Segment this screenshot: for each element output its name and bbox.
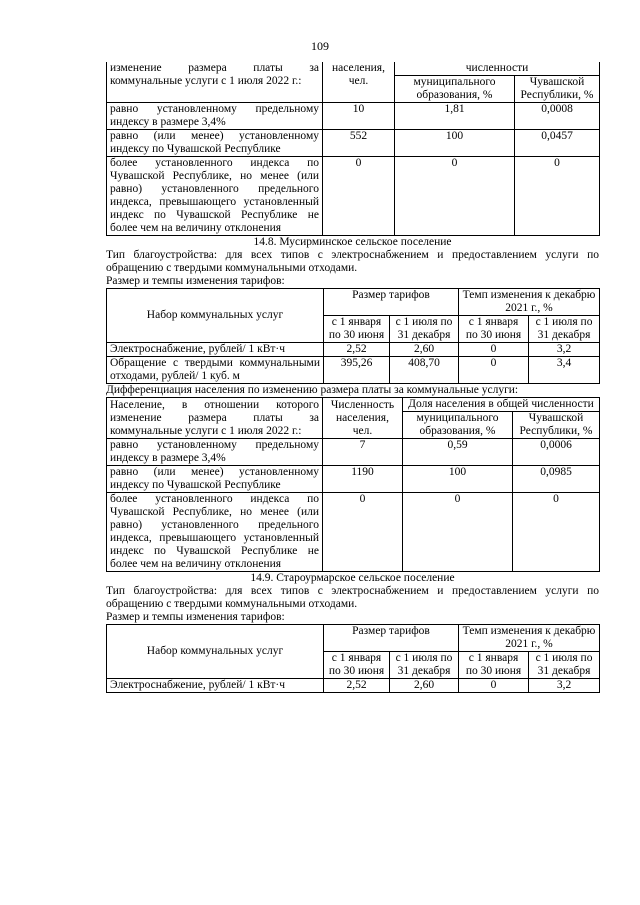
table-row xyxy=(107,439,600,466)
row-label: Электроснабжение, рублей/ 1 кВт·ч xyxy=(107,343,324,357)
row-label: равно установленному предельному индексу в размере 3,4% xyxy=(107,103,323,130)
table-row xyxy=(107,343,600,357)
row-label: равно (или менее) установленному индексу по Чувашской Республике xyxy=(107,466,323,493)
row-republic: 0 xyxy=(513,493,600,572)
tariff-subheader: с 1 января по 30 июня xyxy=(459,316,529,343)
table-header-municipal: муниципального образования, % xyxy=(403,412,513,439)
row-value: 408,70 xyxy=(390,357,459,384)
row-label: равно установленному предельному индексу в размере 3,4% xyxy=(107,439,323,466)
table-header-republic: Чувашской Республики, % xyxy=(515,76,600,103)
table-row xyxy=(107,103,600,130)
row-value: 0 xyxy=(459,343,529,357)
table-header-population: населения, чел. xyxy=(323,62,395,103)
tariffs-caption: Размер и темпы изменения тарифов: xyxy=(106,611,285,623)
improvement-type-text: Тип благоустройства: для всех типов с электроснабжением и предоставлением услуги по обращению с твердыми коммунальными отходами. xyxy=(106,249,599,274)
section-heading-14-9: 14.9. Староурмарское сельское поселение xyxy=(250,572,455,584)
row-municipal: 0 xyxy=(403,493,513,572)
table-row xyxy=(107,130,600,157)
row-republic: 0,0457 xyxy=(515,130,600,157)
row-value: 3,2 xyxy=(529,679,600,693)
table-row xyxy=(107,679,600,693)
row-republic: 0,0006 xyxy=(513,439,600,466)
row-republic: 0,0008 xyxy=(515,103,600,130)
row-municipal: 100 xyxy=(395,130,515,157)
table-header-share: Доля населения в общей численности xyxy=(403,398,600,412)
table-header-republic: Чувашской Республики, % xyxy=(513,412,600,439)
population-differentiation-table-14-8 xyxy=(106,397,600,572)
row-value: 0 xyxy=(459,679,529,693)
row-population: 1190 xyxy=(323,466,403,493)
row-value: 0 xyxy=(459,357,529,384)
tariff-subheader: с 1 июля по 31 декабря xyxy=(529,652,600,679)
row-population: 7 xyxy=(323,439,403,466)
row-value: 2,60 xyxy=(390,679,459,693)
table-header-population: Численность населения, чел. xyxy=(323,398,403,439)
page-number: 109 xyxy=(311,39,329,53)
table-header-first-col: изменение размера платы за коммунальные услуги с 1 июля 2022 г.: xyxy=(107,62,323,103)
tariffs-caption: Размер и темпы изменения тарифов: xyxy=(106,275,285,287)
section-heading-14-8: 14.8. Мусирминское сельское поселение xyxy=(253,236,452,248)
table-row xyxy=(107,493,600,572)
tariff-header-rate: Темп изменения к декабрю 2021 г., % xyxy=(459,625,600,652)
row-municipal: 0 xyxy=(395,157,515,236)
tariff-subheader: с 1 января по 30 июня xyxy=(324,652,390,679)
row-label: Электроснабжение, рублей/ 1 кВт·ч xyxy=(107,679,324,693)
row-value: 3,2 xyxy=(529,343,600,357)
tariff-subheader: с 1 января по 30 июня xyxy=(324,316,390,343)
row-value: 2,52 xyxy=(324,679,390,693)
row-population: 552 xyxy=(323,130,395,157)
row-republic: 0 xyxy=(515,157,600,236)
row-label: более установленного индекса по Чувашской Республике, но менее (или равно) установленного предельного индекса, превышающего установленный индекс по Чувашской Республике не более чем на величину отклонения xyxy=(107,493,323,572)
table-header-municipal: муниципального образования, % xyxy=(395,76,515,103)
differentiation-caption: Дифференциация населения по изменению размера платы за коммунальные услуги: xyxy=(106,384,519,396)
row-municipal: 100 xyxy=(403,466,513,493)
row-value: 395,26 xyxy=(324,357,390,384)
row-municipal: 1,81 xyxy=(395,103,515,130)
tariffs-table-14-9 xyxy=(106,624,600,693)
row-republic: 0,0985 xyxy=(513,466,600,493)
table-row xyxy=(107,357,600,384)
table-row xyxy=(107,466,600,493)
population-differentiation-table-continued xyxy=(106,62,600,236)
tariff-subheader: с 1 января по 30 июня xyxy=(459,652,529,679)
table-header-first-col: Население, в отношении которого изменение размера платы за коммунальные услуги с 1 июля 2022 г.: xyxy=(107,398,323,439)
tariff-header-services: Набор коммунальных услуг xyxy=(107,289,324,343)
row-population: 0 xyxy=(323,157,395,236)
improvement-type-text: Тип благоустройства: для всех типов с электроснабжением и предоставлением услуги по обращению с твердыми коммунальными отходами. xyxy=(106,585,599,610)
row-label: Обращение с твердыми коммунальными отходами, рублей/ 1 куб. м xyxy=(107,357,324,384)
table-row xyxy=(107,157,600,236)
tariff-header-rate: Темп изменения к декабрю 2021 г., % xyxy=(459,289,600,316)
document-body xyxy=(106,62,599,693)
tariff-header-size: Размер тарифов xyxy=(324,625,459,652)
tariff-header-services: Набор коммунальных услуг xyxy=(107,625,324,679)
tariff-subheader: с 1 июля по 31 декабря xyxy=(529,316,600,343)
table-header-share: численности xyxy=(395,62,600,76)
row-value: 3,4 xyxy=(529,357,600,384)
row-value: 2,60 xyxy=(390,343,459,357)
tariff-subheader: с 1 июля по 31 декабря xyxy=(390,316,459,343)
row-value: 2,52 xyxy=(324,343,390,357)
tariff-header-size: Размер тарифов xyxy=(324,289,459,316)
row-population: 0 xyxy=(323,493,403,572)
row-population: 10 xyxy=(323,103,395,130)
row-municipal: 0,59 xyxy=(403,439,513,466)
row-label: равно (или менее) установленному индексу по Чувашской Республике xyxy=(107,130,323,157)
tariffs-table-14-8 xyxy=(106,288,600,384)
row-label: более установленного индекса по Чувашской Республике, но менее (или равно) установленного предельного индекса, превышающего установленный индекс по Чувашской Республике не более чем на величину отклонения xyxy=(107,157,323,236)
tariff-subheader: с 1 июля по 31 декабря xyxy=(390,652,459,679)
